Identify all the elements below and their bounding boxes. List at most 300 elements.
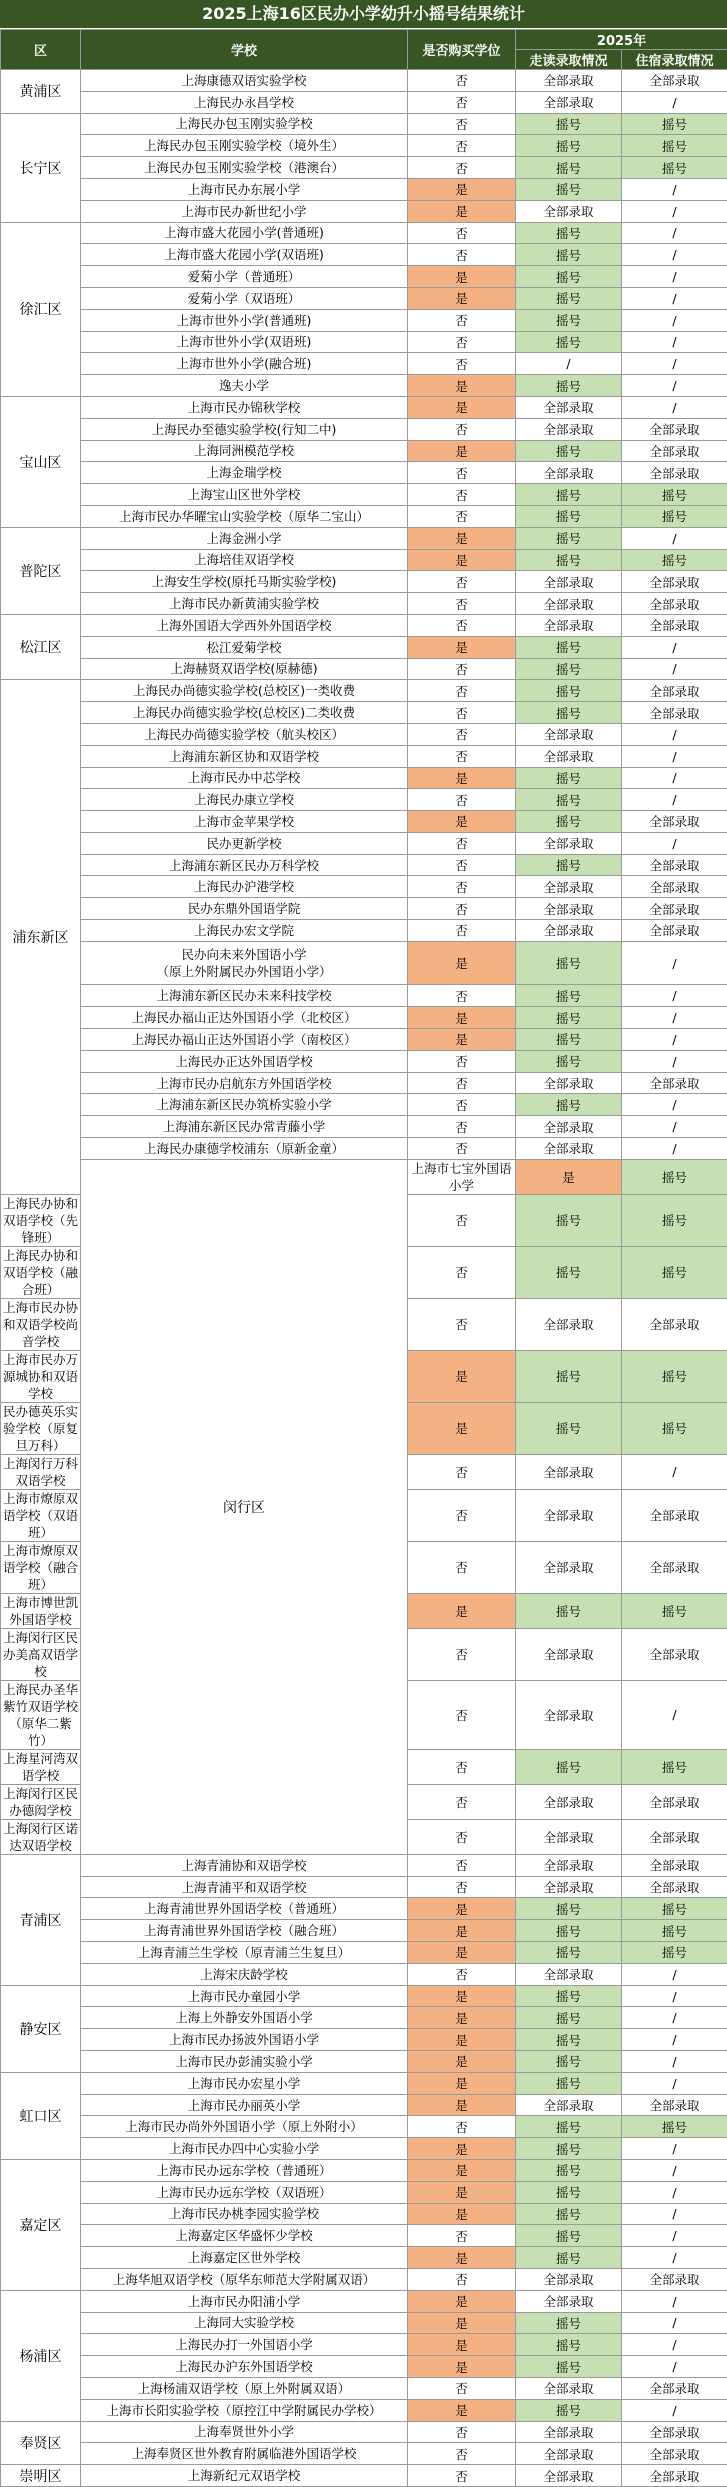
day-admission-cell: 摇号 [516, 1942, 622, 1964]
day-admission-cell: 摇号 [516, 1402, 622, 1454]
buy-cell: 否 [408, 680, 516, 702]
table-row [1, 2160, 727, 2182]
buy-cell: 是 [408, 1402, 516, 1454]
day-admission-cell: 全部录取 [516, 2421, 622, 2443]
school-cell: 民办向未来外国语小学 （原上外附属民办外国语小学） [81, 941, 408, 985]
board-admission-cell: 全部录取 [622, 70, 727, 92]
school-cell: 上海上外静安外国语小学 [81, 2007, 408, 2029]
district-cell: 松江区 [1, 614, 81, 679]
buy-cell: 是 [408, 1942, 516, 1964]
school-cell: 上海民办永昌学校 [81, 91, 408, 113]
board-admission-cell: 全部录取 [622, 2377, 727, 2399]
day-admission-cell: 摇号 [516, 2203, 622, 2225]
board-admission-cell: / [622, 723, 727, 745]
table-row [1, 702, 727, 724]
buy-cell: 是 [408, 549, 516, 571]
table-row [1, 2138, 727, 2160]
table-row [1, 1072, 727, 1094]
buy-cell: 是 [408, 2138, 516, 2160]
board-admission-cell: 摇号 [622, 1194, 727, 1246]
day-admission-cell: 全部录取 [516, 1784, 622, 1819]
buy-cell: 是 [408, 636, 516, 658]
school-cell: 上海闵行万科双语学校 [1, 1454, 81, 1489]
buy-cell: 否 [408, 135, 516, 157]
school-cell: 上海市世外小学(双语班) [81, 331, 408, 353]
school-cell: 上海市民办丽英小学 [81, 2094, 408, 2116]
buy-cell: 是 [408, 2247, 516, 2269]
header-district: 区 [1, 30, 81, 70]
buy-cell: 是 [408, 1029, 516, 1051]
header-board: 住宿录取情况 [622, 50, 727, 70]
buy-cell: 否 [408, 658, 516, 680]
table-row [1, 505, 727, 527]
district-cell: 静安区 [1, 1985, 81, 2072]
table-body [1, 70, 727, 2487]
board-admission-cell: / [622, 636, 727, 658]
table-row [1, 549, 727, 571]
table-row [1, 745, 727, 767]
board-admission-cell: / [622, 222, 727, 244]
buy-cell: 是 [408, 396, 516, 418]
day-admission-cell: 全部录取 [516, 1854, 622, 1876]
day-admission-cell: 摇号 [516, 854, 622, 876]
day-admission-cell: 摇号 [516, 1985, 622, 2007]
school-cell: 上海市民办启航东方外国语学校 [81, 1072, 408, 1094]
buy-cell: 是 [408, 287, 516, 309]
day-admission-cell: 摇号 [516, 1194, 622, 1246]
board-admission-cell: 摇号 [622, 505, 727, 527]
board-admission-cell: 全部录取 [622, 1628, 727, 1680]
day-admission-cell: 全部录取 [516, 418, 622, 440]
buy-cell: 否 [408, 1050, 516, 1072]
buy-cell: 是 [408, 767, 516, 789]
board-admission-cell: / [622, 200, 727, 222]
school-cell: 上海浦东新区民办万科学校 [81, 854, 408, 876]
district-cell: 长宁区 [1, 113, 81, 222]
table-row [1, 266, 727, 288]
school-cell: 上海奉贤区世外教育附属临港外国语学校 [81, 2443, 408, 2465]
school-cell: 上海市民办尚外外国语小学（原上外附小） [81, 2116, 408, 2138]
board-admission-cell: 全部录取 [622, 2421, 727, 2443]
header-year: 2025年 [516, 30, 727, 50]
table-row [1, 1159, 727, 1194]
table-row [1, 680, 727, 702]
day-admission-cell: 摇号 [516, 1029, 622, 1051]
buy-cell: 否 [408, 331, 516, 353]
day-admission-cell: 摇号 [516, 1593, 622, 1628]
buy-cell: 否 [408, 2465, 516, 2487]
day-admission-cell: 全部录取 [516, 2268, 622, 2290]
school-cell: 上海市民办宏星小学 [81, 2072, 408, 2094]
board-admission-cell: 全部录取 [622, 571, 727, 593]
table-row [1, 2268, 727, 2290]
board-admission-cell: 摇号 [622, 1749, 727, 1784]
school-cell: 上海闵行区诺达双语学校 [1, 1819, 81, 1854]
table-row [1, 157, 727, 179]
board-admission-cell: / [622, 1094, 727, 1116]
buy-cell: 否 [408, 1749, 516, 1784]
district-cell: 虹口区 [1, 2072, 81, 2159]
buy-cell: 否 [408, 1628, 516, 1680]
school-cell: 上海民办包玉刚实验学校（港澳台） [81, 157, 408, 179]
buy-cell: 否 [408, 505, 516, 527]
school-cell: 上海民办康立学校 [81, 789, 408, 811]
board-admission-cell: 摇号 [622, 1942, 727, 1964]
school-cell: 上海民办福山正达外国语小学（北校区） [81, 1007, 408, 1029]
buy-cell: 否 [408, 418, 516, 440]
school-cell: 上海市燎原双语学校（双语班） [1, 1489, 81, 1541]
board-admission-cell: / [622, 2138, 727, 2160]
day-admission-cell: 摇号 [516, 680, 622, 702]
table-row [1, 2356, 727, 2378]
buy-cell: 否 [408, 898, 516, 920]
table-row [1, 898, 727, 920]
buy-cell: 否 [408, 854, 516, 876]
buy-cell: 是 [408, 1985, 516, 2007]
board-admission-cell: / [622, 527, 727, 549]
day-admission-cell: 摇号 [516, 658, 622, 680]
buy-cell: 否 [408, 2377, 516, 2399]
table-row [1, 2007, 727, 2029]
school-cell: 上海浦东新区协和双语学校 [81, 745, 408, 767]
board-admission-cell: 全部录取 [622, 462, 727, 484]
day-admission-cell: 摇号 [516, 941, 622, 985]
board-admission-cell: / [622, 2247, 727, 2269]
district-cell: 闵行区 [81, 1159, 408, 1854]
buy-cell: 是 [408, 2051, 516, 2073]
day-admission-cell: 摇号 [516, 157, 622, 179]
day-admission-cell: 全部录取 [516, 2443, 622, 2465]
buy-cell: 是 [408, 2290, 516, 2312]
table-row [1, 113, 727, 135]
day-admission-cell: 摇号 [516, 135, 622, 157]
table-row [1, 484, 727, 506]
buy-cell: 否 [408, 2268, 516, 2290]
school-cell: 上海民办福山正达外国语小学（南校区） [81, 1029, 408, 1051]
school-cell: 上海民办打一外国语小学 [81, 2334, 408, 2356]
table-row [1, 832, 727, 854]
day-admission-cell: 全部录取 [516, 723, 622, 745]
buy-cell: 是 [408, 2203, 516, 2225]
buy-cell: 是 [408, 375, 516, 397]
board-admission-cell: / [622, 287, 727, 309]
board-admission-cell: / [622, 2181, 727, 2203]
school-cell: 上海同洲模范学校 [81, 440, 408, 462]
board-admission-cell: / [622, 2334, 727, 2356]
day-admission-cell: 全部录取 [516, 898, 622, 920]
table-row [1, 2312, 727, 2334]
school-cell: 上海市民办远东学校（普通班） [81, 2160, 408, 2182]
buy-cell: 否 [408, 1246, 516, 1298]
school-cell: 上海市民办彭浦实验小学 [81, 2051, 408, 2073]
table-row [1, 353, 727, 375]
board-admission-cell: / [622, 1963, 727, 1985]
buy-cell: 否 [408, 91, 516, 113]
school-cell: 逸夫小学 [81, 375, 408, 397]
table-row [1, 1138, 727, 1160]
board-admission-cell: / [622, 353, 727, 375]
board-admission-cell: / [622, 2160, 727, 2182]
board-admission-cell: 摇号 [622, 484, 727, 506]
school-cell: 上海民办康德学校浦东（原新金童） [81, 1138, 408, 1160]
day-admission-cell: 全部录取 [516, 70, 622, 92]
school-cell: 上海市民办四中心实验小学 [81, 2138, 408, 2160]
day-admission-cell: 摇号 [516, 1898, 622, 1920]
school-cell: 民办更新学校 [81, 832, 408, 854]
board-admission-cell: 摇号 [622, 1350, 727, 1402]
table-row [1, 2029, 727, 2051]
day-admission-cell: 全部录取 [516, 876, 622, 898]
school-cell: 上海浦东新区民办筑桥实验小学 [81, 1094, 408, 1116]
table-row [1, 2247, 727, 2269]
buy-cell: 否 [408, 745, 516, 767]
buy-cell: 是 [408, 2356, 516, 2378]
school-cell: 上海市民办远东学校（双语班） [81, 2181, 408, 2203]
day-admission-cell: 摇号 [516, 702, 622, 724]
school-cell: 民办东鼎外国语学院 [81, 898, 408, 920]
board-admission-cell: 摇号 [622, 113, 727, 135]
buy-cell: 否 [408, 1963, 516, 1985]
school-cell: 上海市博世凯外国语学校 [1, 1593, 81, 1628]
school-cell: 上海市世外小学(融合班) [81, 353, 408, 375]
table-row [1, 2399, 727, 2421]
buy-cell: 是 [408, 2181, 516, 2203]
table-row [1, 200, 727, 222]
school-cell: 上海嘉定区华盛怀少学校 [81, 2225, 408, 2247]
table-row [1, 811, 727, 833]
buy-cell: 否 [408, 1819, 516, 1854]
board-admission-cell: / [622, 985, 727, 1007]
school-cell: 上海市民办中芯学校 [81, 767, 408, 789]
buy-cell: 否 [408, 920, 516, 942]
table-row [1, 1116, 727, 1138]
day-admission-cell: 全部录取 [516, 200, 622, 222]
table-row [1, 571, 727, 593]
school-cell: 上海闵行区民办美高双语学校 [1, 1628, 81, 1680]
day-admission-cell: 全部录取 [516, 1138, 622, 1160]
school-cell: 上海民办尚德实验学校(总校区)一类收费 [81, 680, 408, 702]
buy-cell: 否 [408, 789, 516, 811]
table-row [1, 70, 727, 92]
buy-cell: 否 [408, 571, 516, 593]
table-row [1, 1920, 727, 1942]
buy-cell: 否 [408, 614, 516, 636]
buy-cell: 否 [408, 593, 516, 615]
buy-cell: 否 [408, 462, 516, 484]
day-admission-cell: 摇号 [516, 2225, 622, 2247]
board-admission-cell: / [622, 331, 727, 353]
school-cell: 上海市民办阳浦小学 [81, 2290, 408, 2312]
buy-cell: 否 [408, 985, 516, 1007]
school-cell: 上海市盛大花园小学(普通班) [81, 222, 408, 244]
table-row [1, 2290, 727, 2312]
buy-cell: 是 [408, 2399, 516, 2421]
day-admission-cell: 全部录取 [516, 1876, 622, 1898]
table-row [1, 1898, 727, 1920]
table-row [1, 222, 727, 244]
board-admission-cell: / [622, 789, 727, 811]
buy-cell: 否 [408, 1784, 516, 1819]
buy-cell: 否 [408, 832, 516, 854]
table-row [1, 309, 727, 331]
table-row [1, 1029, 727, 1051]
school-cell: 上海市民办华曜宝山实验学校（原华二宝山） [81, 505, 408, 527]
school-cell: 上海民办尚德实验学校(总校区)二类收费 [81, 702, 408, 724]
school-cell: 上海同大实验学校 [81, 2312, 408, 2334]
buy-cell: 否 [408, 1072, 516, 1094]
school-cell: 上海市民办东展小学 [81, 178, 408, 200]
day-admission-cell: 摇号 [516, 505, 622, 527]
school-cell: 上海杨浦双语学校（原上外附属双语） [81, 2377, 408, 2399]
table-row [1, 2334, 727, 2356]
table-row [1, 2377, 727, 2399]
table-row [1, 135, 727, 157]
school-cell: 上海市民办桃李园实验学校 [81, 2203, 408, 2225]
board-admission-cell: 全部录取 [622, 614, 727, 636]
table-row [1, 527, 727, 549]
board-admission-cell: / [622, 2029, 727, 2051]
school-cell: 上海民办宏文学院 [81, 920, 408, 942]
table-row [1, 1942, 727, 1964]
buy-cell: 否 [408, 2225, 516, 2247]
board-admission-cell: 全部录取 [622, 2094, 727, 2116]
day-admission-cell: 摇号 [516, 2312, 622, 2334]
table-row [1, 1007, 727, 1029]
buy-cell: 否 [408, 353, 516, 375]
day-admission-cell: 摇号 [516, 331, 622, 353]
board-admission-cell: / [622, 1985, 727, 2007]
table-row [1, 2051, 727, 2073]
day-admission-cell: 全部录取 [516, 1072, 622, 1094]
buy-cell: 否 [408, 222, 516, 244]
board-admission-cell: 全部录取 [622, 1854, 727, 1876]
buy-cell: 是 [408, 1350, 516, 1402]
buy-cell: 是 [408, 2072, 516, 2094]
buy-cell: 否 [408, 1489, 516, 1541]
district-cell: 青浦区 [1, 1854, 81, 1985]
day-admission-cell: 摇号 [516, 767, 622, 789]
day-admission-cell: 摇号 [516, 1920, 622, 1942]
board-admission-cell: 全部录取 [622, 1072, 727, 1094]
table-row [1, 2421, 727, 2443]
school-cell: 上海奉贤世外小学 [81, 2421, 408, 2443]
buy-cell: 是 [408, 266, 516, 288]
table-row [1, 2465, 727, 2487]
buy-cell: 是 [408, 1920, 516, 1942]
school-cell: 上海闵行区民办德闳学校 [1, 1784, 81, 1819]
buy-cell: 否 [408, 113, 516, 135]
day-admission-cell: 摇号 [516, 2247, 622, 2269]
board-admission-cell: 全部录取 [622, 593, 727, 615]
school-cell: 上海民办沪港学校 [81, 876, 408, 898]
board-admission-cell: / [622, 2312, 727, 2334]
day-admission-cell: 摇号 [516, 113, 622, 135]
table-row [1, 767, 727, 789]
school-cell: 上海民办正达外国语学校 [81, 1050, 408, 1072]
school-cell: 上海民办协和双语学校（融合班） [1, 1246, 81, 1298]
board-admission-cell: 全部录取 [622, 854, 727, 876]
table-row [1, 920, 727, 942]
table-row [1, 91, 727, 113]
table-row [1, 2094, 727, 2116]
buy-cell: 否 [408, 2443, 516, 2465]
table-row [1, 789, 727, 811]
school-cell: 爱菊小学（双语班） [81, 287, 408, 309]
district-cell: 普陀区 [1, 527, 81, 614]
board-admission-cell: 摇号 [622, 135, 727, 157]
school-cell: 上海星河湾双语学校 [1, 1749, 81, 1784]
day-admission-cell: 全部录取 [516, 832, 622, 854]
school-cell: 上海民办圣华紫竹双语学校（原华二紫竹） [1, 1680, 81, 1749]
buy-cell: 否 [408, 1094, 516, 1116]
day-admission-cell: 全部录取 [516, 1628, 622, 1680]
school-cell: 上海市民办新世纪小学 [81, 200, 408, 222]
day-admission-cell: 摇号 [516, 375, 622, 397]
buy-cell: 是 [408, 2160, 516, 2182]
board-admission-cell: / [622, 2072, 727, 2094]
school-cell: 上海民办尚德实验学校（航头校区） [81, 723, 408, 745]
school-cell: 上海宝山区世外学校 [81, 484, 408, 506]
board-admission-cell: / [622, 2399, 727, 2421]
school-cell: 上海市民办协和双语学校尚音学校 [1, 1298, 81, 1350]
district-cell: 崇明区 [1, 2465, 81, 2487]
buy-cell: 是 [408, 1898, 516, 1920]
day-admission-cell: 摇号 [516, 1350, 622, 1402]
buy-cell: 否 [408, 702, 516, 724]
day-admission-cell: 摇号 [516, 2029, 622, 2051]
board-admission-cell: / [622, 1680, 727, 1749]
table-row [1, 418, 727, 440]
buy-cell: 是 [408, 527, 516, 549]
board-admission-cell: / [622, 745, 727, 767]
school-cell: 上海市民办万源城协和双语学校 [1, 1350, 81, 1402]
day-admission-cell: 全部录取 [516, 462, 622, 484]
board-admission-cell: 全部录取 [622, 2443, 727, 2465]
board-admission-cell: 摇号 [622, 2116, 727, 2138]
day-admission-cell: 全部录取 [516, 396, 622, 418]
table-row [1, 658, 727, 680]
district-cell: 奉贤区 [1, 2421, 81, 2465]
table-row [1, 593, 727, 615]
buy-cell: 否 [408, 1680, 516, 1749]
results-table [0, 29, 727, 2487]
table-row [1, 1854, 727, 1876]
board-admission-cell: 全部录取 [622, 702, 727, 724]
buy-cell: 否 [408, 244, 516, 266]
day-admission-cell: 摇号 [516, 789, 622, 811]
table-row [1, 2203, 727, 2225]
day-admission-cell: 摇号 [516, 2399, 622, 2421]
buy-cell: 否 [408, 484, 516, 506]
district-cell: 杨浦区 [1, 2290, 81, 2421]
board-admission-cell: 全部录取 [622, 1489, 727, 1541]
day-admission-cell: 全部录取 [516, 593, 622, 615]
day-admission-cell: 全部录取 [516, 1680, 622, 1749]
table-row [1, 2181, 727, 2203]
table-row [1, 375, 727, 397]
school-cell: 上海宋庆龄学校 [81, 1963, 408, 1985]
buy-cell: 是 [408, 2334, 516, 2356]
buy-cell: 否 [408, 1298, 516, 1350]
buy-cell: 否 [408, 70, 516, 92]
school-cell: 上海市民办童园小学 [81, 1985, 408, 2007]
school-cell: 上海市燎原双语学校（融合班） [1, 1541, 81, 1593]
board-admission-cell: / [622, 2290, 727, 2312]
day-admission-cell: 摇号 [516, 985, 622, 1007]
board-admission-cell: 全部录取 [622, 418, 727, 440]
board-admission-cell: 摇号 [622, 1246, 727, 1298]
board-admission-cell: / [622, 396, 727, 418]
